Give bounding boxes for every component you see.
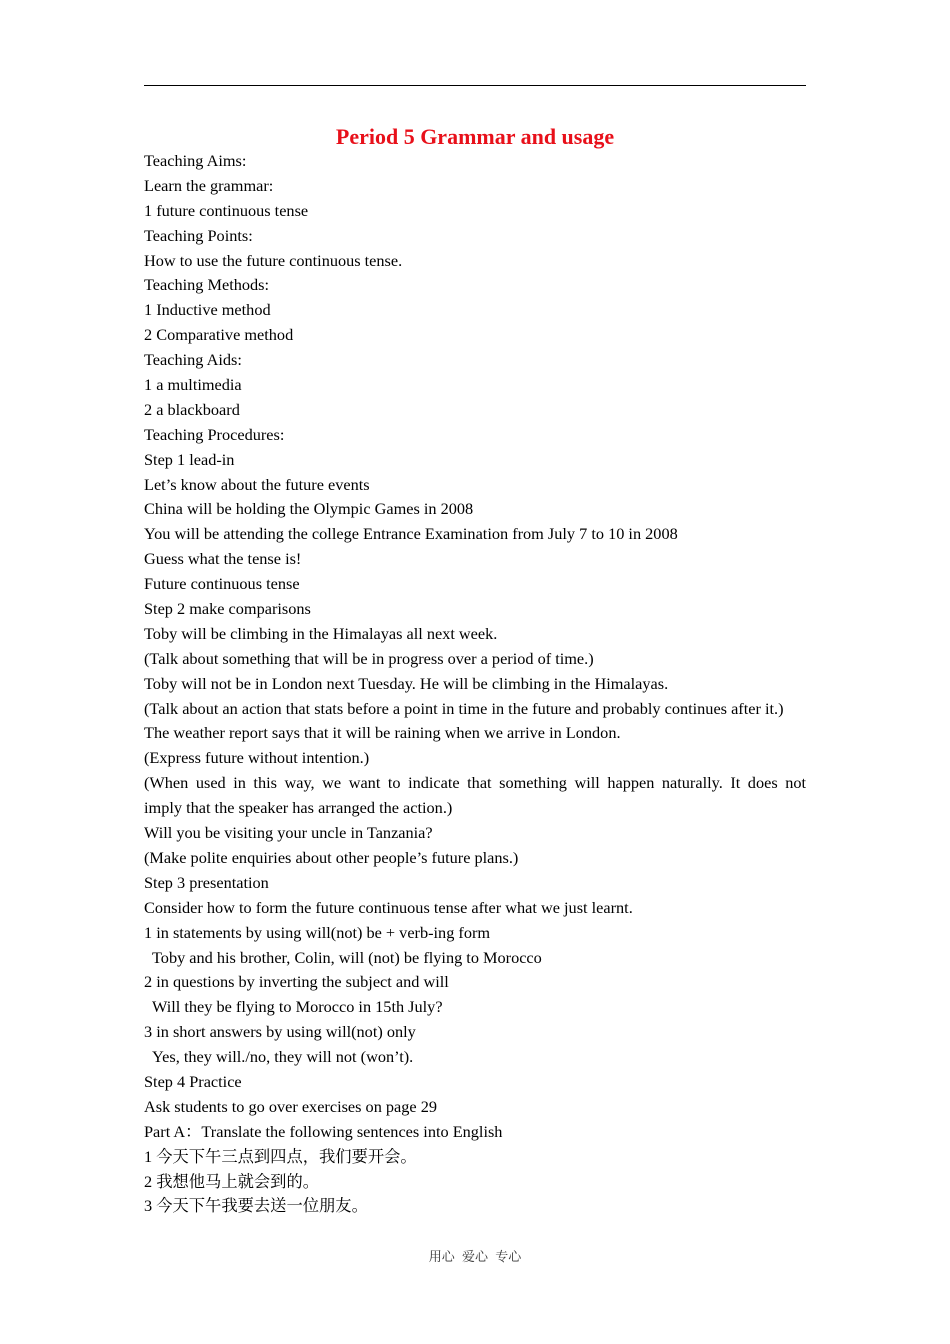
text-line: Step 3 presentation: [144, 872, 269, 892]
text-line: Step 4 Practice: [144, 1071, 242, 1091]
header-rule: [144, 85, 806, 86]
text-line: Part A：Translate the following sentences into English: [144, 1121, 503, 1141]
text-line: Learn the grammar:: [144, 175, 274, 195]
text-line: Step 1 lead-in: [144, 449, 235, 469]
text-line: 3 in short answers by using will(not) only: [144, 1022, 416, 1042]
text-line: 2 in questions by inverting the subject and will: [144, 972, 449, 992]
document-body: [144, 149, 806, 1219]
text-line: Ask students to go over exercises on page 29: [144, 1096, 437, 1116]
text-line: How to use the future continuous tense.: [144, 250, 403, 270]
text-line: (Talk about an action that stats before a point in time in the future and probably continues after it.): [144, 698, 784, 718]
text-line: 2 我想他马上就会到的。: [144, 1171, 320, 1191]
text-line: 2 Comparative method: [144, 325, 294, 345]
text-line: 1 a multimedia: [144, 375, 242, 395]
text-line: Guess what the tense is!: [144, 549, 302, 569]
text-line: Teaching Aids:: [144, 350, 242, 370]
text-line: 1 Inductive method: [144, 300, 271, 320]
text-line: Will you be visiting your uncle in Tanzania?: [144, 823, 433, 843]
text-line: (Make polite enquiries about other people’s future plans.): [144, 847, 519, 867]
text-line: (Talk about something that will be in progress over a period of time.): [144, 648, 594, 668]
page-title: Period 5 Grammar and usage: [335, 124, 615, 149]
text-line: Teaching Methods:: [144, 275, 270, 295]
text-line: Teaching Points:: [144, 225, 253, 245]
text-line: Consider how to form the future continuous tense after what we just learnt.: [144, 897, 633, 917]
text-line: Toby will be climbing in the Himalayas all next week.: [144, 623, 498, 643]
text-line: Teaching Aims:: [144, 151, 247, 170]
text-line-example: Will they be flying to Morocco in 15th July?: [152, 997, 443, 1017]
text-line-example: Yes, they will./no, they will not (won’t).: [152, 1047, 414, 1067]
text-line-example: Toby and his brother, Colin, will (not) be flying to Morocco: [152, 947, 542, 967]
text-line: The weather report says that it will be raining when we arrive in London.: [144, 723, 621, 743]
text-line: 2 a blackboard: [144, 399, 240, 419]
text-line: 3 今天下午我要去送一位朋友。: [144, 1196, 368, 1216]
text-line: (Express future without intention.): [144, 748, 370, 768]
text-line: China will be holding the Olympic Games in 2008: [144, 499, 474, 519]
text-line: 1 future continuous tense: [144, 200, 309, 220]
text-line: Step 2 make comparisons: [144, 599, 311, 619]
text-line: 1 in statements by using will(not) be + verb-ing form: [144, 922, 491, 942]
text-line: Future continuous tense: [144, 574, 300, 594]
page-footer: 用心 爱心 专心: [428, 1249, 522, 1264]
text-line: Toby will not be in London next Tuesday. He will be climbing in the Himalayas.: [144, 673, 669, 693]
text-line: imply that the speaker has arranged the action.): [144, 798, 453, 818]
text-line-justified: (When used in this way, we want to indicate that something will happen naturally. It does not: [144, 773, 806, 793]
text-line: You will be attending the college Entrance Examination from July 7 to 10 in 2008: [144, 524, 678, 544]
text-line: Teaching Procedures:: [144, 424, 285, 444]
text-line: Let’s know about the future events: [144, 474, 370, 494]
text-line: 1 今天下午三点到四点，我们要开会。: [144, 1146, 417, 1166]
